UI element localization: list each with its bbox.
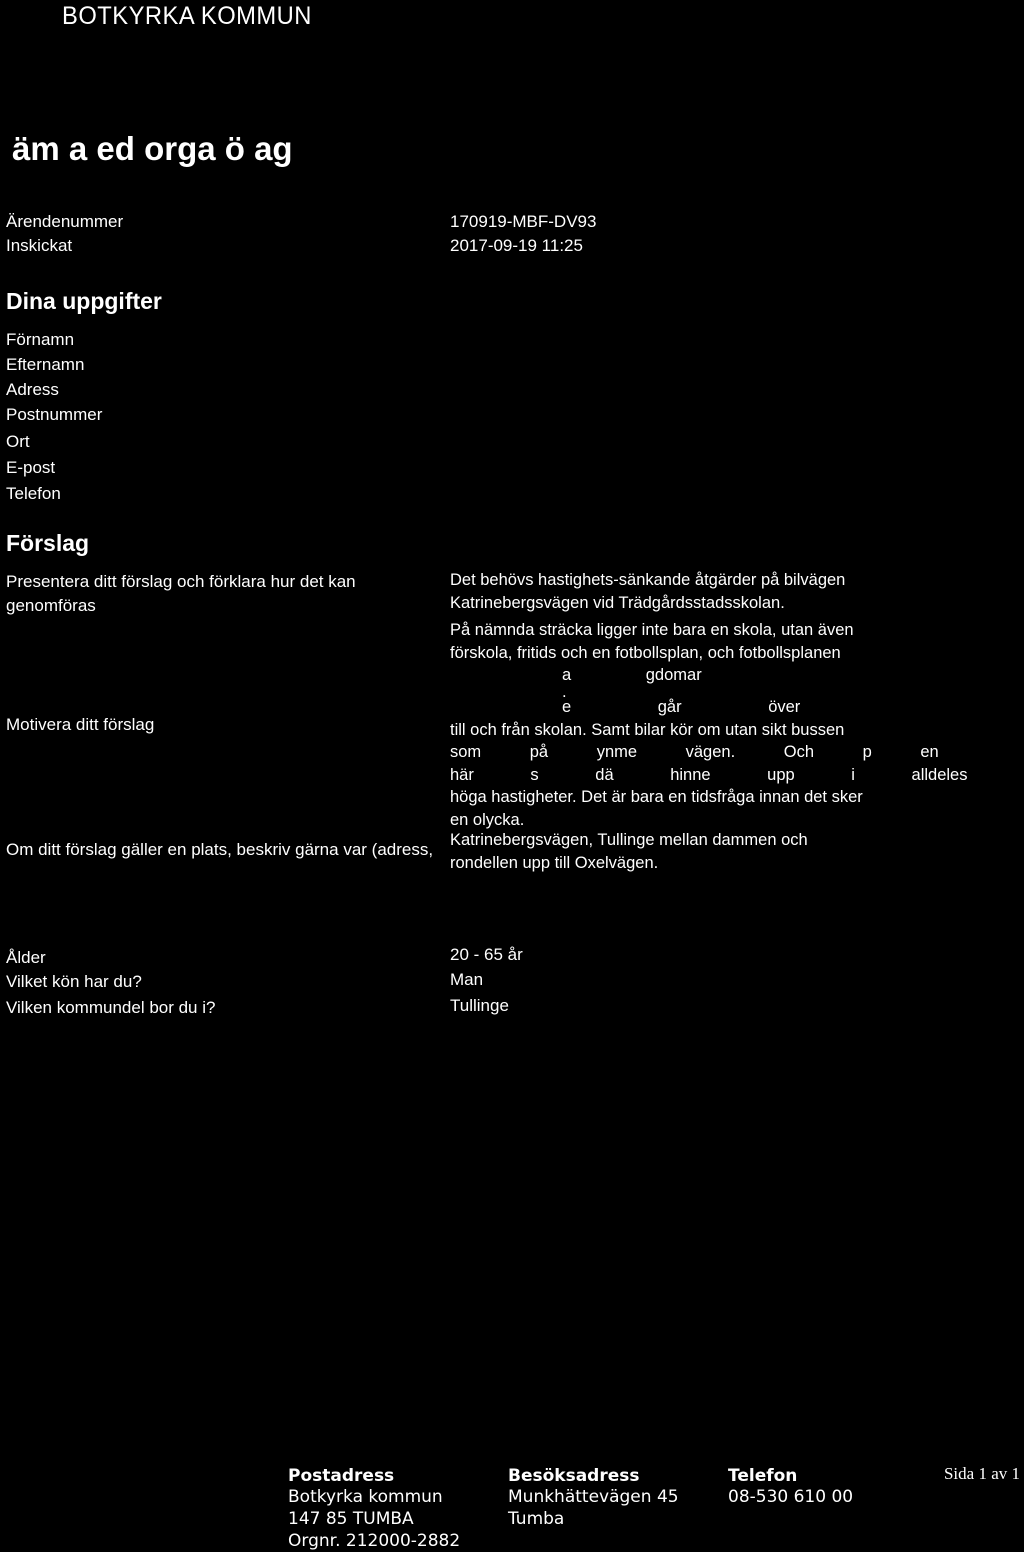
- proposal-line: På nämnda sträcka ligger inte bara en skola, utan även: [450, 621, 854, 639]
- phone-title: Telefon: [728, 1466, 798, 1486]
- postal-address-line-1: Botkyrka kommun: [288, 1487, 443, 1507]
- submitted-label: Inskickat: [6, 236, 73, 255]
- motivation-line: här s dä hinne upp i alldeles: [450, 765, 968, 784]
- gender-label: Vilket kön har du?: [6, 972, 142, 991]
- page-number: Sida 1 av 1: [943, 1464, 1020, 1483]
- motivation-line: som på ynme vägen. Och p en: [450, 743, 939, 761]
- submitted-value: 2017-09-19 11:25: [450, 236, 583, 255]
- visiting-address-line-1: Munkhättevägen 45: [508, 1487, 679, 1507]
- motivate-label: Motivera ditt förslag: [6, 715, 155, 734]
- visiting-address-line-2: Tumba: [508, 1509, 565, 1529]
- case-number-value: 170919-MBF-DV93: [450, 212, 597, 231]
- email-label: E-post: [6, 458, 56, 477]
- visiting-address-title: Besöksadress: [508, 1466, 640, 1486]
- phone-number: 08-530 610 00: [728, 1487, 854, 1507]
- first-name-label: Förnamn: [6, 330, 75, 349]
- age-value: 20 - 65 år: [450, 945, 523, 964]
- proposal-heading: Förslag: [6, 530, 90, 556]
- address-label: Adress: [6, 380, 59, 399]
- proposal-line: .: [562, 682, 567, 701]
- city-label: Ort: [6, 432, 30, 451]
- location-text: [450, 829, 895, 874]
- motivation-line: till och från skolan. Samt bilar kör om utan sikt bussen: [450, 720, 845, 739]
- motivation-line: en olycka.: [450, 810, 525, 829]
- page-title: äm a ed orga ö ag: [12, 130, 293, 167]
- org-number: Orgnr. 212000-2882: [288, 1531, 461, 1551]
- location-line: rondellen upp till Oxelvägen.: [450, 853, 659, 872]
- proposal-line: a gdomar: [562, 666, 702, 684]
- district-label: Vilken kommundel bor du i?: [6, 998, 216, 1017]
- motivation-text: [450, 696, 968, 831]
- proposal-text: [450, 569, 895, 701]
- present-label-cont: genomföras: [6, 596, 96, 615]
- case-number-label: Ärendenummer: [6, 212, 124, 231]
- present-label: Presentera ditt förslag och förklara hur det kan: [6, 572, 356, 591]
- postal-address-title: Postadress: [288, 1466, 395, 1486]
- age-label: Ålder: [6, 948, 46, 967]
- gender-value: Man: [450, 970, 484, 989]
- location-line: Katrinebergsvägen, Tullinge mellan dammen och: [450, 831, 808, 849]
- district-value: Tullinge: [450, 996, 509, 1015]
- organization-name: BOTKYRKA KOMMUN: [62, 2, 312, 30]
- last-name-label: Efternamn: [6, 355, 85, 374]
- location-label: Om ditt förslag gäller en plats, beskriv gärna var (adress,: [6, 840, 434, 859]
- personal-heading: Dina uppgifter: [6, 288, 162, 314]
- proposal-line: förskola, fritids och en fotbollsplan, och fotbollsplanen: [450, 643, 841, 662]
- proposal-line: Det behövs hastighets-sänkande åtgärder på bilvägen: [450, 571, 846, 589]
- postal-address-line-2: 147 85 TUMBA: [288, 1509, 414, 1529]
- proposal-line: Katrinebergsvägen vid Trädgårdsstadsskolan.: [450, 593, 785, 612]
- postcode-label: Postnummer: [6, 405, 103, 424]
- motivation-line: e går över: [562, 698, 801, 716]
- phone-label: Telefon: [6, 484, 61, 503]
- motivation-line: höga hastigheter. Det är bara en tidsfråga innan det sker: [450, 788, 863, 806]
